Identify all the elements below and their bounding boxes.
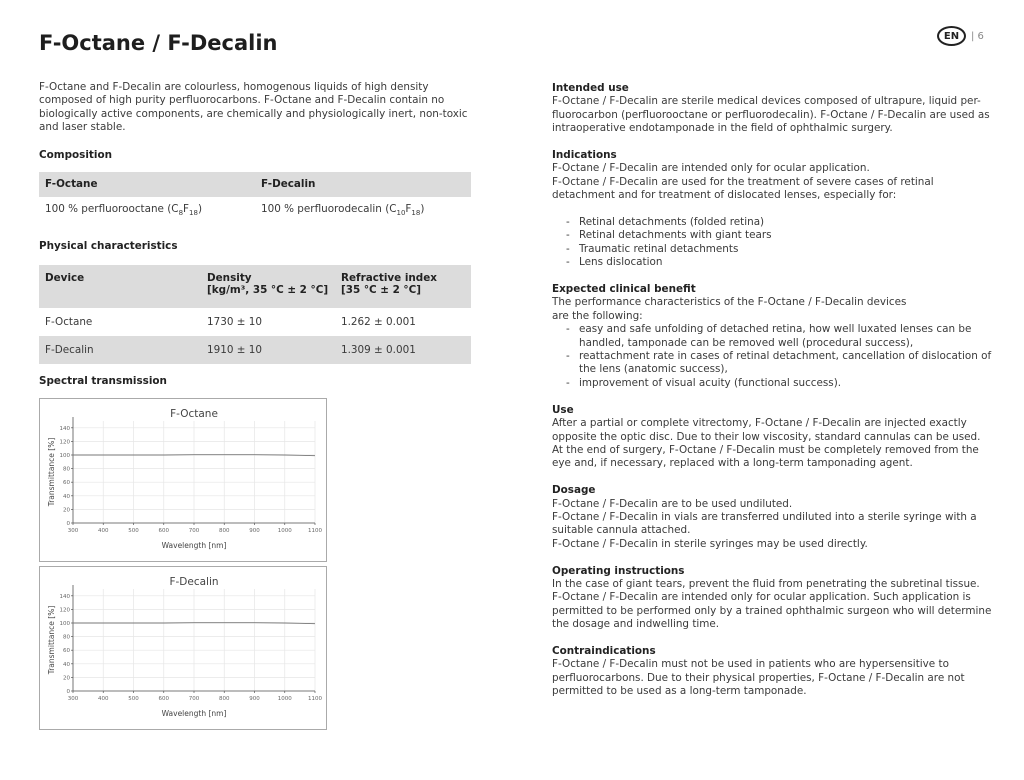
- y-tick-label: 40: [63, 493, 70, 500]
- y-tick-label: 100: [59, 621, 70, 627]
- list-item: - Retinal detachments (folded retina): [566, 216, 992, 229]
- spectral-heading: Spectral transmission: [39, 374, 167, 387]
- refractive-index-cell: 1.309 ± 0.001: [335, 336, 471, 364]
- y-tick-label: 120: [59, 607, 70, 614]
- language-indicator: [937, 26, 984, 46]
- x-tick-label: 300: [67, 696, 79, 702]
- list-item: - easy and safe unfolding of detached retina, how well luxated lenses can be handled, tamponade can be removed well (procedural success),: [566, 323, 992, 350]
- operating-text: In the case of giant tears, prevent the fluid from penetrating the subretinal tissue. F-Octane / F-Decalin are intended only for ocular application. Such application is permitted to be performed only by a trained ophthalmic surgeon who will determine the dosage and indwelling time.: [552, 577, 992, 631]
- x-tick-label: 700: [188, 696, 200, 702]
- list-item: - improvement of visual acuity (functional success).: [566, 377, 992, 390]
- indications-heading: Indications: [552, 149, 617, 162]
- x-tick-label: 500: [128, 696, 139, 702]
- x-tick-label: 300: [67, 528, 79, 534]
- x-tick-label: 600: [158, 528, 169, 534]
- benefit-heading: Expected clinical benefit: [552, 283, 696, 296]
- y-tick-label: 0: [66, 689, 70, 695]
- y-tick-label: 80: [63, 466, 70, 473]
- y-tick-label: 20: [63, 675, 70, 682]
- list-item: - Traumatic retinal detachments: [566, 243, 992, 256]
- composition-header-decalin: F-Decalin: [255, 172, 471, 197]
- indications-line-2: F-Octane / F-Decalin are used for the treatment of severe cases of retinal detachment and for treatment of dislocated lenses, especially for:: [552, 175, 934, 202]
- x-tick-label: 1000: [277, 696, 292, 702]
- composition-table: [39, 172, 471, 226]
- y-tick-label: 20: [63, 507, 70, 514]
- y-tick-label: 140: [59, 593, 70, 600]
- list-item: - Lens dislocation: [566, 256, 992, 269]
- language-badge: EN: [937, 26, 966, 46]
- y-tick-label: 120: [59, 439, 70, 446]
- left-column: [39, 81, 474, 388]
- dosage-heading: Dosage: [552, 484, 596, 497]
- chart-f-octane: [39, 398, 327, 562]
- x-tick-label: 700: [188, 528, 200, 534]
- contraindications-heading: Contraindications: [552, 644, 656, 657]
- dosage-line: F-Octane / F-Decalin in sterile syringes may be used directly.: [552, 537, 868, 550]
- composition-header-octane: F-Octane: [39, 172, 255, 197]
- x-axis-label: Wavelength [nm]: [161, 709, 227, 718]
- density-cell: 1910 ± 10: [201, 336, 335, 364]
- dosage-line: F-Octane / F-Decalin are to be used undiluted.: [552, 497, 793, 510]
- x-tick-label: 1100: [308, 528, 322, 534]
- indications-list: [552, 216, 992, 270]
- x-tick-label: 1100: [308, 696, 322, 702]
- y-tick-label: 0: [66, 521, 70, 527]
- intended-use-heading: Intended use: [552, 82, 629, 94]
- chart-title: F-Decalin: [169, 576, 219, 588]
- x-tick-label: 600: [158, 696, 169, 702]
- x-tick-label: 900: [249, 528, 260, 534]
- chart-title: F-Octane: [170, 408, 218, 420]
- use-heading: Use: [552, 403, 574, 416]
- x-axis-label: Wavelength [nm]: [161, 541, 227, 550]
- density-cell: 1730 ± 10: [207, 315, 262, 328]
- list-item: - reattachment rate in cases of retinal detachment, cancellation of dislocation of the lens (anatomic success),: [566, 350, 992, 377]
- table-row: [39, 308, 471, 336]
- y-tick-label: 80: [63, 634, 70, 641]
- chart-svg: [40, 399, 326, 561]
- x-tick-label: 500: [128, 528, 139, 534]
- y-axis-label: Transmittance [%]: [47, 437, 56, 507]
- x-tick-label: 900: [249, 696, 260, 702]
- y-tick-label: 40: [63, 661, 70, 668]
- y-tick-label: 140: [59, 425, 70, 432]
- benefit-list: [552, 323, 992, 390]
- page-number: | 6: [971, 30, 984, 42]
- x-tick-label: 400: [98, 528, 109, 534]
- list-item: - Retinal detachments with giant tears: [566, 229, 992, 242]
- table-row: [39, 336, 471, 364]
- page-title: F-Octane / F-Decalin: [39, 31, 278, 55]
- composition-heading: Composition: [39, 148, 112, 161]
- x-tick-label: 400: [98, 696, 109, 702]
- contraindications-text: F-Octane / F-Decalin must not be used in patients who are hypersensitive to perfluorocarbons. Due to their physical properties, F-Octane / F-Decalin are not permitted to be used as a long-term tamponade.: [552, 658, 965, 698]
- x-tick-label: 1000: [277, 528, 292, 534]
- x-tick-label: 800: [219, 528, 230, 534]
- dosage-line: F-Octane / F-Decalin in vials are transferred undiluted into a sterile syringe with a suitable cannula attached.: [552, 510, 977, 537]
- physical-header-device: Device: [39, 265, 201, 308]
- operating-heading: Operating instructions: [552, 564, 685, 577]
- chart-f-decalin: [39, 566, 327, 730]
- physical-header-refractive: Refractive index [35 °C ± 2 °C]: [335, 265, 471, 308]
- physical-heading: Physical characteristics: [39, 240, 178, 253]
- y-tick-label: 60: [63, 480, 70, 487]
- device-cell: F-Decalin: [39, 336, 201, 364]
- device-cell: F-Octane: [45, 315, 93, 328]
- composition-cell-octane: 100 % perfluorooctane $(C_8F_{18})$: [45, 203, 202, 218]
- benefit-text: The performance characteristics of the F-Octane / F-Decalin devices are the following:: [552, 296, 907, 322]
- indications-line-1: F-Octane / F-Decalin are intended only for ocular application.: [552, 162, 870, 175]
- y-tick-label: 60: [63, 648, 70, 655]
- chart-svg: [40, 567, 326, 729]
- y-axis-label: Transmittance [%]: [47, 605, 56, 675]
- x-tick-label: 800: [219, 696, 230, 702]
- intro-paragraph: F-Octane and F-Decalin are colourless, homogenous liquids of high density composed of high purity perfluorocarbons. F-Octane and F-Decalin contain no biologically active components, are chemically and physiologically inert, non-toxic and laser stable.: [39, 81, 468, 134]
- intended-use-text: F-Octane / F-Decalin are sterile medical devices composed of ultrapure, liquid per-fluorocarbon (perfluorooctane or perfluorodecalin). F-Octane / F-Decalin are used as intraoperative endotamponade in the field of ophthalmic surgery.: [552, 95, 990, 135]
- refractive-index-cell: 1.262 ± 0.001: [341, 315, 416, 328]
- y-tick-label: 100: [59, 453, 70, 459]
- use-text: After a partial or complete vitrectomy, F-Octane / F-Decalin are injected exactly opposite the optic disc. Due to their low viscosity, standard cannulas can be used. At the end of surgery, F-Octane / F-Decalin must be completely removed from the eye and, if necessary, replaced with a long-term tamponading agent.: [552, 417, 981, 470]
- composition-cell-decalin: 100 % perfluorodecalin $(C_{10}F_{18})$: [261, 203, 425, 218]
- right-column: [552, 82, 992, 699]
- physical-table: [39, 265, 471, 364]
- physical-header-density: Density [kg/m³, 35 °C ± 2 °C]: [201, 265, 335, 308]
